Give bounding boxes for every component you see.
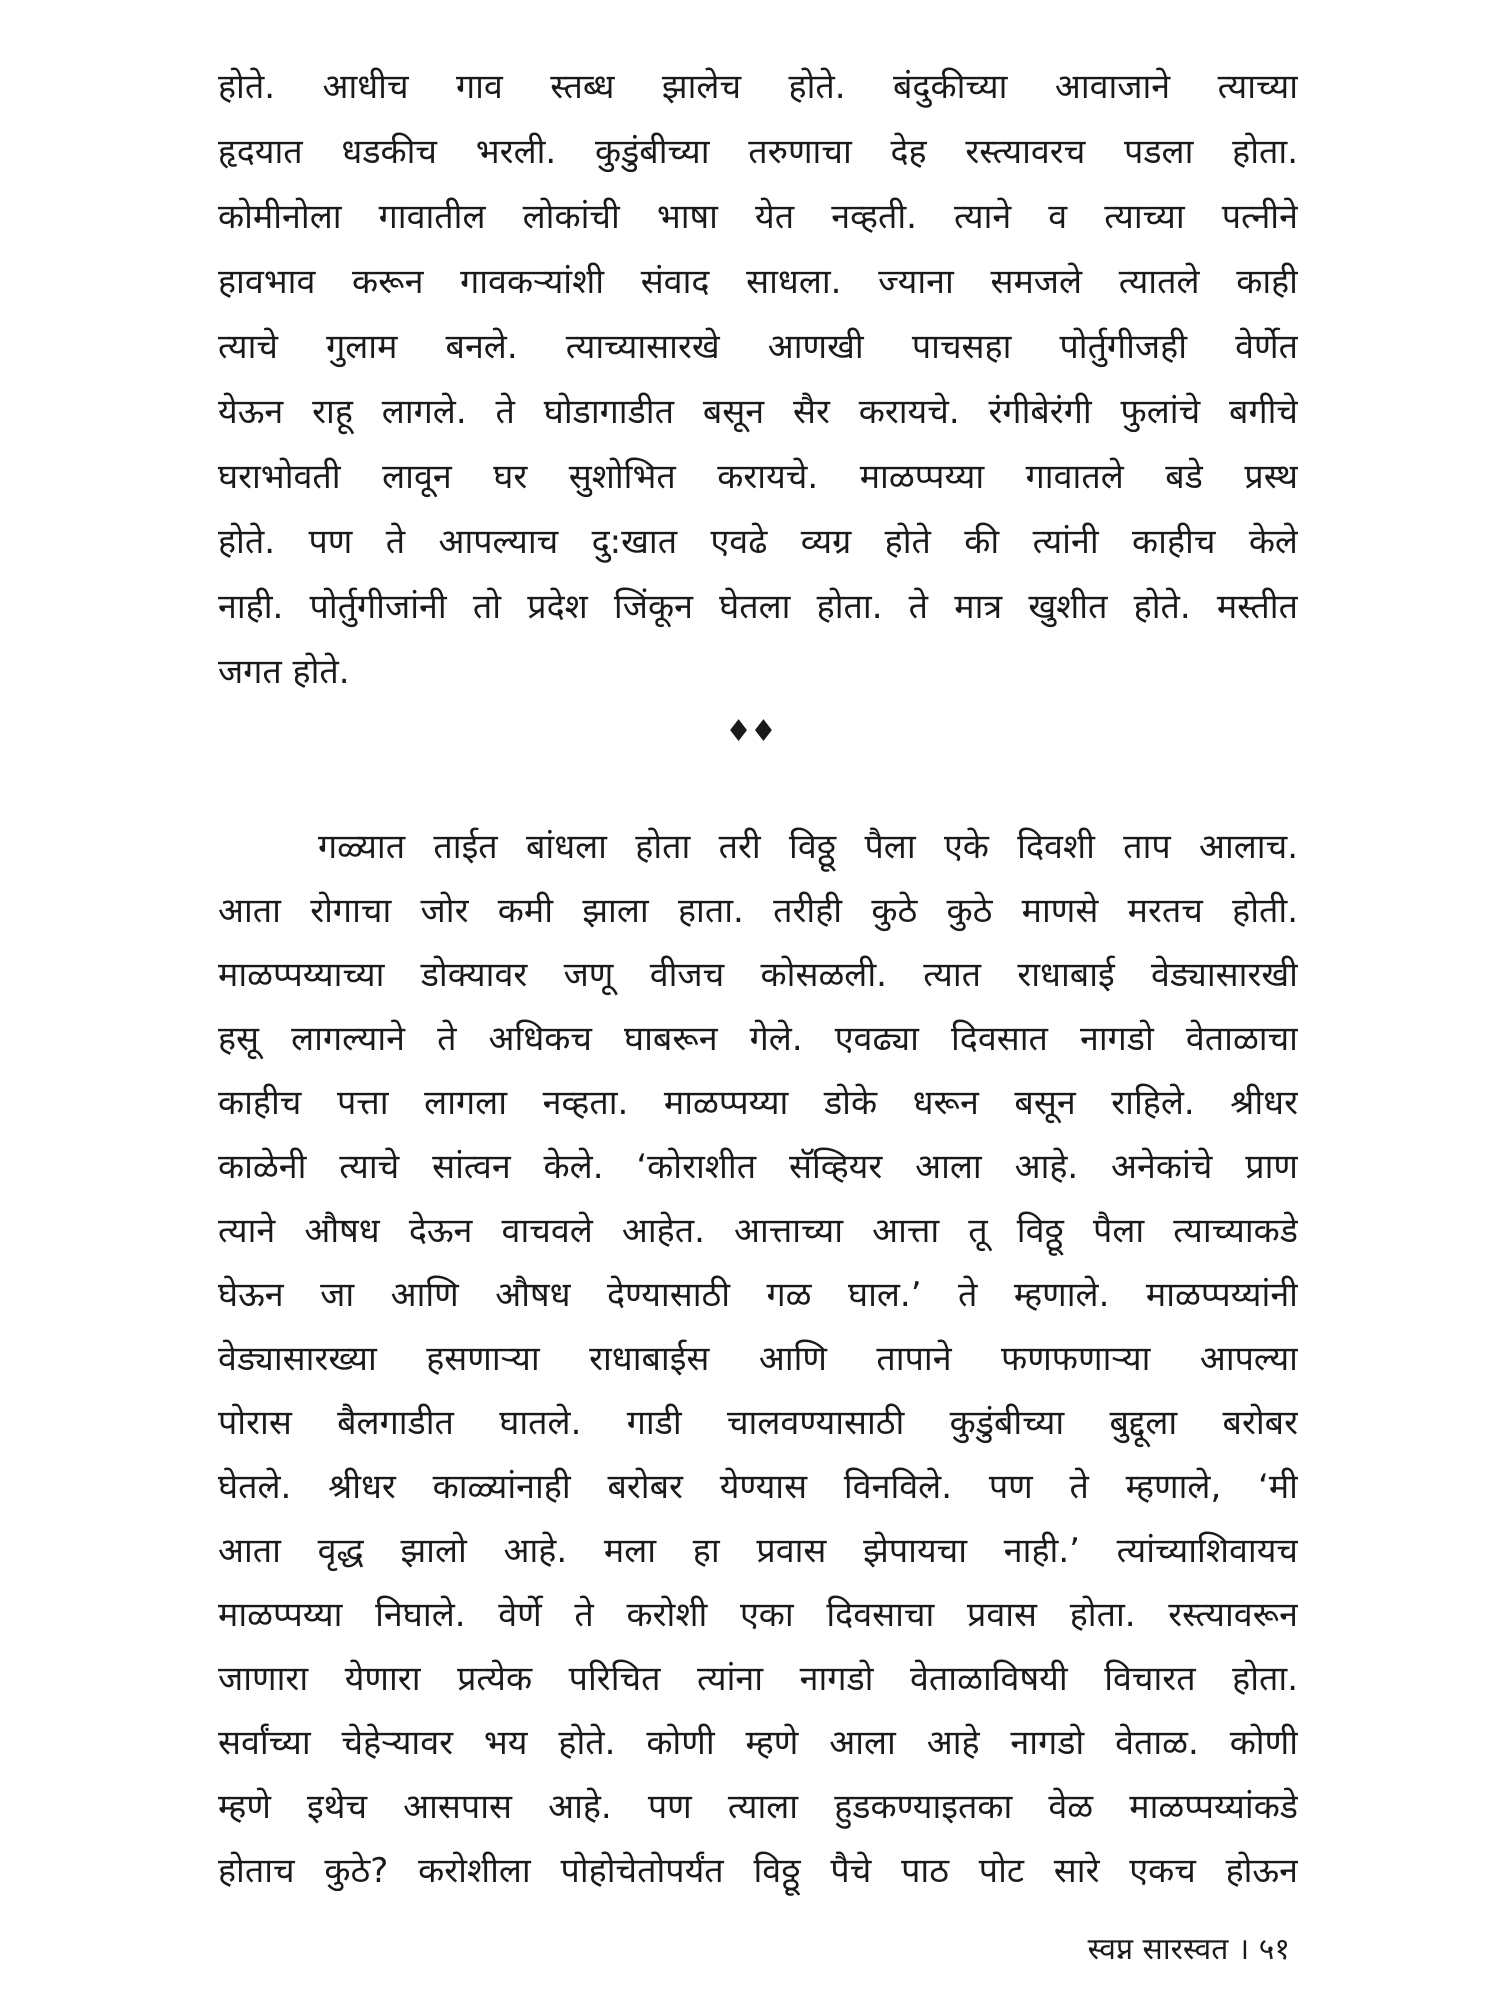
text-line: त्याने औषध देऊन वाचवले आहेत. आत्ताच्या आत्ता तू विठ्ठू पैला त्याच्याकडे xyxy=(218,1211,1298,1251)
text-line: नाही. पोर्तुगीजांनी तो प्रदेश जिंकून घेतला होता. ते मात्र खुशीत होते. मस्तीत xyxy=(218,587,1298,627)
text-line: होताच कुठे? करोशीला पोहोचेतोपर्यंत विठ्ठू पैचे पाठ पोट सारे एकच होऊन xyxy=(218,1851,1298,1891)
text-line: हृदयात धडकीच भरली. कुडुंबीच्या तरुणाचा देह रस्त्यावरच पडला होता. xyxy=(218,132,1298,172)
text-line: त्याचे गुलाम बनले. त्याच्यासारखे आणखी पाचसहा पोर्तुगीजही वेर्णेत xyxy=(218,327,1298,367)
text-line: हसू लागल्याने ते अधिकच घाबरून गेले. एवढ्या दिवसात नागडो वेताळाचा xyxy=(218,1019,1298,1059)
text-line: पोरास बैलगाडीत घातले. गाडी चालवण्यासाठी कुडुंबीच्या बुद्दूला बरोबर xyxy=(218,1403,1298,1443)
text-line: हावभाव करून गावकऱ्यांशी संवाद साधला. ज्याना समजले त्यातले काही xyxy=(218,262,1298,302)
text-line: होते. आधीच गाव स्तब्ध झालेच होते. बंदुकीच्या आवाजाने त्याच्या xyxy=(218,67,1298,107)
text-line: काळेनी त्याचे सांत्वन केले. ‘कोराशीत सॅव्हियर आला आहे. अनेकांचे प्राण xyxy=(218,1147,1298,1187)
text-line: म्हणे इथेच आसपास आहे. पण त्याला हुडकण्याइतका वेळ माळप्पय्यांकडे xyxy=(218,1787,1298,1827)
section-separator-icon: ♦♦ xyxy=(725,714,775,749)
text-line: घेतले. श्रीधर काळ्यांनाही बरोबर येण्यास विनविले. पण ते म्हणाले, ‘मी xyxy=(218,1467,1298,1507)
text-line: गळ्यात ताईत बांधला होता तरी विठ्ठू पैला एके दिवशी ताप आलाच. xyxy=(318,827,1298,867)
footer-divider: । xyxy=(1237,1932,1250,1967)
text-line: होते. पण ते आपल्याच दु:खात एवढे व्यग्र होते की त्यांनी काहीच केले xyxy=(218,522,1298,562)
page-footer xyxy=(1088,1930,1290,1970)
page-number: ५१ xyxy=(1258,1932,1290,1967)
text-line: आता रोगाचा जोर कमी झाला हाता. तरीही कुठे कुठे माणसे मरतच होती. xyxy=(218,891,1298,931)
text-line: वेड्यासारख्या हसणाऱ्या राधाबाईस आणि तापाने फणफणाऱ्या आपल्या xyxy=(218,1339,1298,1379)
text-line: जगत होते. xyxy=(218,652,350,692)
text-line: सर्वांच्या चेहेऱ्यावर भय होते. कोणी म्हणे आला आहे नागडो वेताळ. कोणी xyxy=(218,1723,1298,1763)
book-title: स्वप्न सारस्वत xyxy=(1087,1932,1229,1967)
text-line: माळप्पय्याच्या डोक्यावर जणू वीजच कोसळली. त्यात राधाबाई वेड्यासारखी xyxy=(218,955,1298,995)
text-line: घेऊन जा आणि औषध देण्यासाठी गळ घाल.’ ते म्हणाले. माळप्पय्यांनी xyxy=(218,1275,1298,1315)
text-line: येऊन राहू लागले. ते घोडागाडीत बसून सैर करायचे. रंगीबेरंगी फुलांचे बगीचे xyxy=(218,392,1298,432)
text-line: जाणारा येणारा प्रत्येक परिचित त्यांना नागडो वेताळाविषयी विचारत होता. xyxy=(218,1659,1298,1699)
text-line: कोमीनोला गावातील लोकांची भाषा येत नव्हती. त्याने व त्याच्या पत्नीने xyxy=(218,197,1298,237)
text-line: घराभोवती लावून घर सुशोभित करायचे. माळप्पय्या गावातले बडे प्रस्थ xyxy=(218,457,1298,497)
text-line: काहीच पत्ता लागला नव्हता. माळप्पय्या डोके धरून बसून राहिले. श्रीधर xyxy=(218,1083,1298,1123)
text-line: माळप्पय्या निघाले. वेर्णे ते करोशी एका दिवसाचा प्रवास होता. रस्त्यावरून xyxy=(218,1595,1298,1635)
text-line: आता वृद्ध झालो आहे. मला हा प्रवास झेपायचा नाही.’ त्यांच्याशिवायच xyxy=(218,1531,1298,1571)
